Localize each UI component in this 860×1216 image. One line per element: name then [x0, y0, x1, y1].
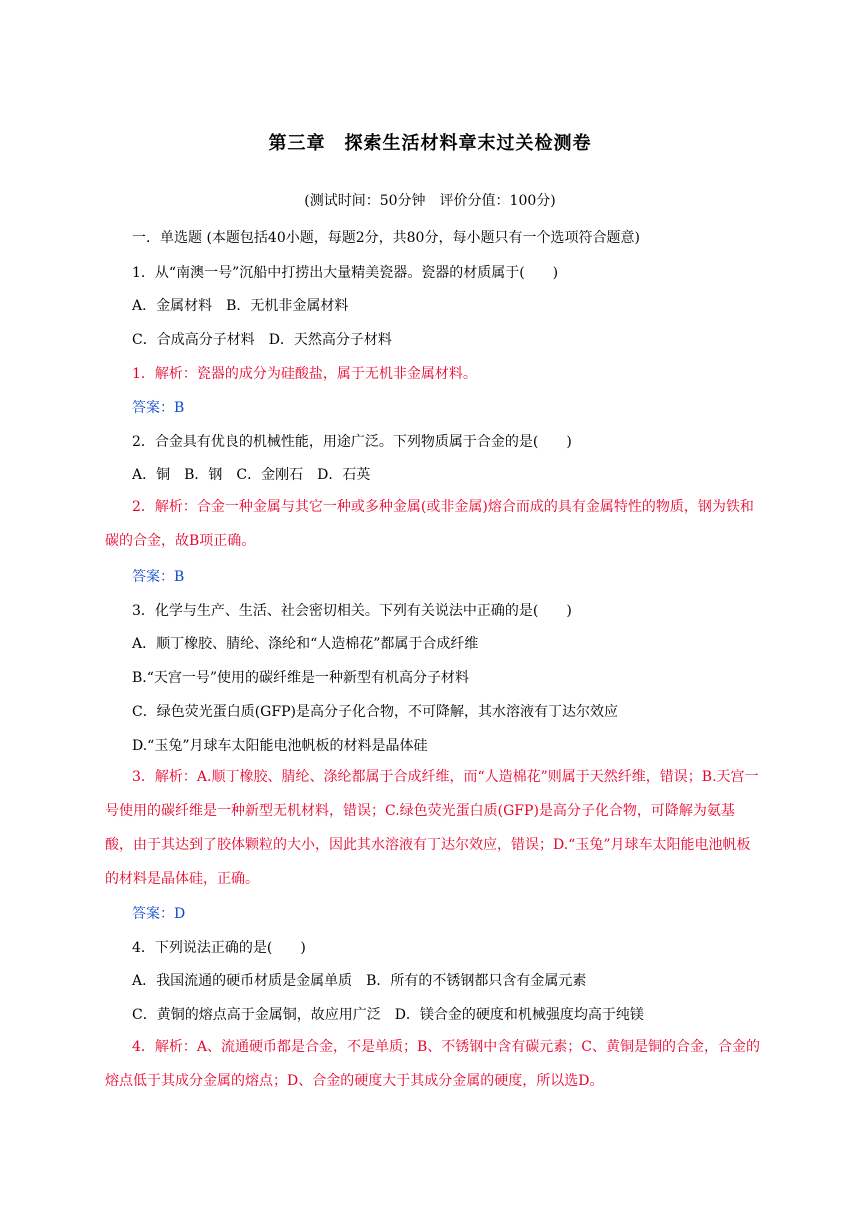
q2-options: A．铜 B．钢 C．金刚石 D．石英 — [132, 467, 371, 483]
q4-options-cd: C．黄铜的熔点高于金属铜，故应用广泛 D．镁合金的硬度和机械强度均高于纯镁 — [132, 1007, 644, 1023]
test-meta: (测试时间：50分钟 评价分值：100分) — [304, 193, 556, 209]
q3-option-a: A．顺丁橡胶、腈纶、涤纶和“人造棉花”都属于合成纤维 — [132, 636, 479, 652]
q3-answer: 答案：D — [132, 906, 186, 922]
q4-options-ab: A．我国流通的硬币材质是金属单质 B．所有的不锈钢都只含有金属元素 — [132, 973, 587, 989]
q2-stem: 2．合金具有优良的机械性能，用途广泛。下列物质属于合金的是( ) — [132, 434, 572, 450]
q3-stem: 3．化学与生产、生活、社会密切相关。下列有关说法中正确的是( ) — [132, 603, 572, 619]
q3-analysis: 3．解析：A.顺丁橡胶、腈纶、涤纶都属于合成纤维，而“人造棉花”则属于天然纤维，错误；B.天宫一号使用的碳纤维是一种新型无机材料，错误；C.绿色荧光蛋白质(GFP)是高分子化合物，可降解为氨基酸，由于其达到了胶体颗粒的大小，因此其水溶液有丁达尔效应，错误；D.“玉兔”月球车太阳能电池帆板的材料是晶体硅，正确。 — [105, 769, 759, 887]
q1-options-ab: A．金属材料 B．无机非金属材料 — [132, 298, 349, 314]
section-heading: 一．单选题 (本题包括40小题，每题2分，共80分，每小题只有一个选项符合题意) — [132, 230, 640, 246]
q2-answer: 答案：B — [132, 569, 185, 585]
q1-stem: 1．从“南澳一号”沉船中打捞出大量精美瓷器。瓷器的材质属于( ) — [132, 265, 559, 281]
q2-analysis: 2．解析：合金一种金属与其它一种或多种金属(或非金属)熔合而成的具有金属特性的物质，钢为铁和碳的合金，故B项正确。 — [105, 499, 754, 549]
q3-option-b: B.“天宫一号”使用的碳纤维是一种新型有机高分子材料 — [132, 670, 470, 686]
q3-option-c: C．绿色荧光蛋白质(GFP)是高分子化合物，不可降解，其水溶液有丁达尔效应 — [132, 704, 618, 720]
q4-analysis: 4．解析：A、流通硬币都是合金，不是单质；B、不锈钢中含有碳元素；C、黄铜是铜的合金，合金的熔点低于其成分金属的熔点；D、合金的硬度大于其成分金属的硬度，所以选D。 — [105, 1039, 761, 1089]
q1-options-cd: C．合成高分子材料 D．天然高分子材料 — [132, 332, 392, 348]
page-title: 第三章 探索生活材料章末过关检测卷 — [268, 133, 592, 154]
q3-option-d: D.“玉兔”月球车太阳能电池帆板的材料是晶体硅 — [132, 738, 428, 754]
q1-analysis: 1．解析：瓷器的成分为硅酸盐，属于无机非金属材料。 — [132, 366, 477, 382]
q1-answer: 答案：B — [132, 400, 185, 416]
q4-stem: 4．下列说法正确的是( ) — [132, 940, 306, 956]
